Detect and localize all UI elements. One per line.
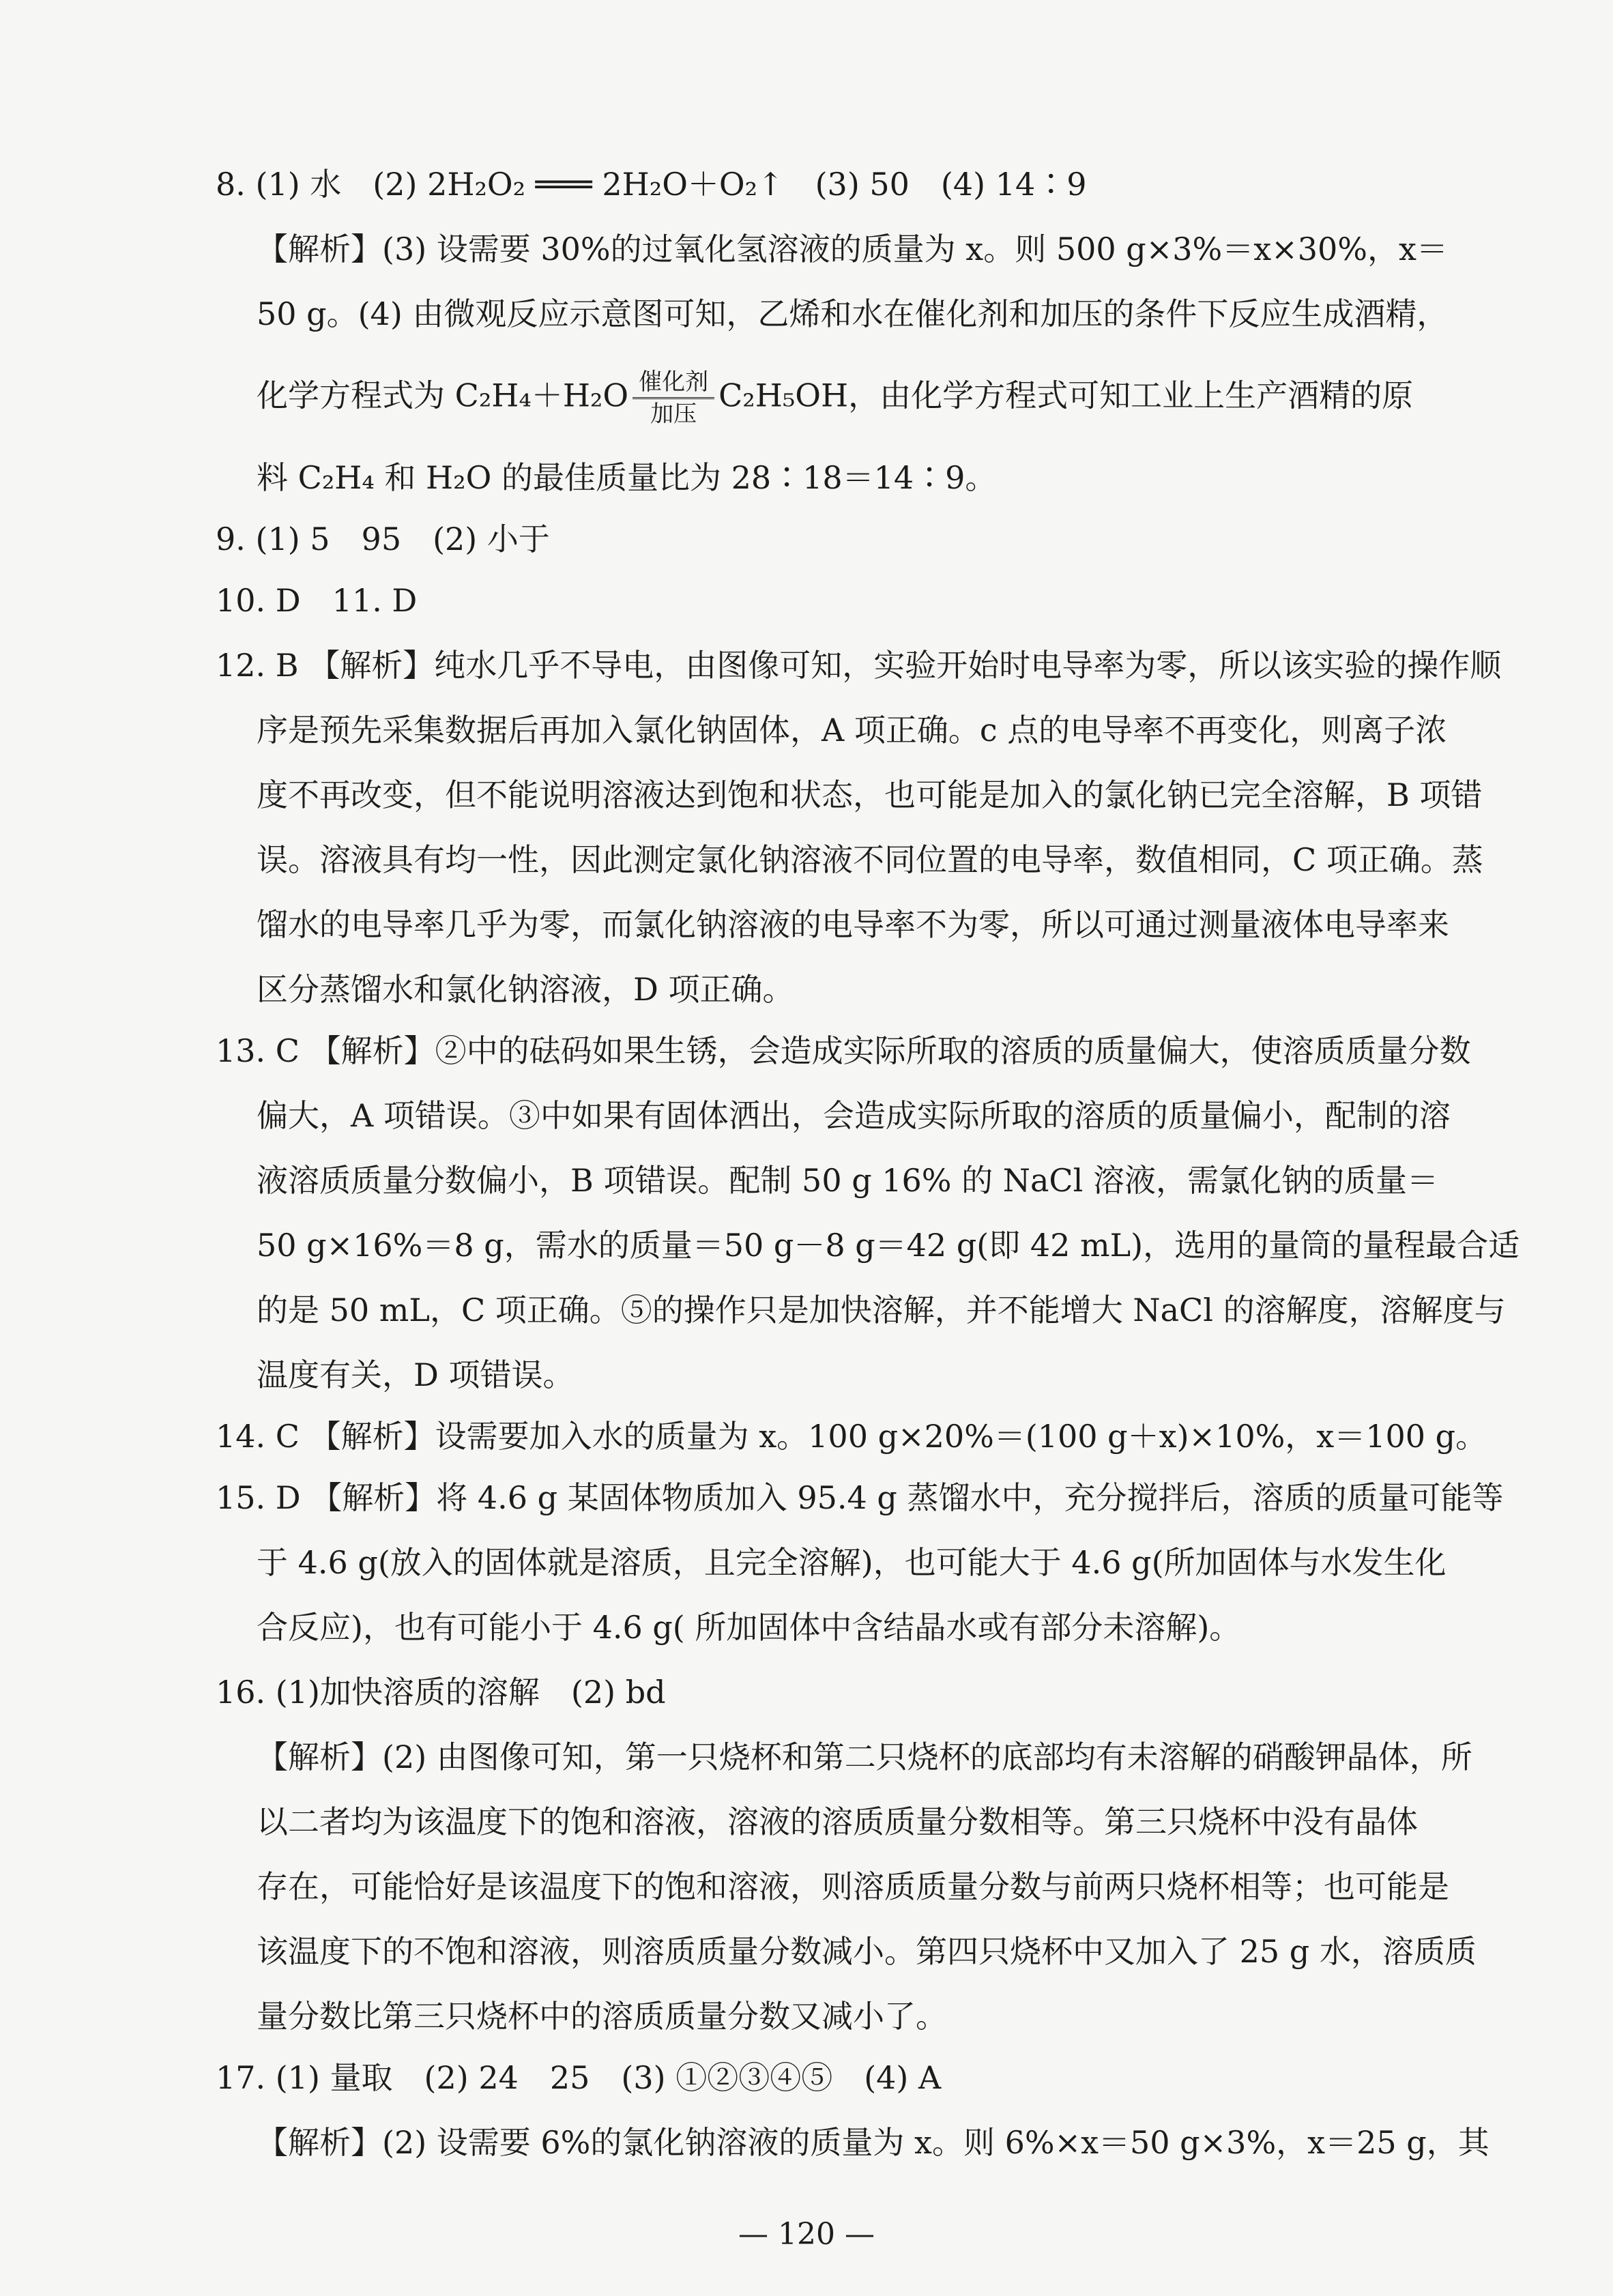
answer-8: 8. (1) 水 (2) 2H₂O₂ ═══ 2H₂O＋O₂↑ (3) 50 (4) 14∶9 bbox=[216, 166, 1087, 203]
reaction-condition bbox=[633, 368, 714, 428]
answer-12-line-5: 馏水的电导率几乎为零，而氯化钠溶液的电导率不为零，所以可通过测量液体电导率来 bbox=[257, 906, 1449, 943]
catalyst-label: 催化剂 bbox=[639, 368, 709, 396]
analysis-16-line-4: 该温度下的不饱和溶液，则溶质质量分数减小。第四只烧杯中又加入了 25 g 水，溶质质 bbox=[257, 1933, 1477, 1970]
answer-13-line-3: 液溶质质量分数偏小，B 项错误。配制 50 g 16% 的 NaCl 溶液，需氯化钠的质量＝ bbox=[257, 1162, 1438, 1199]
analysis-16-line-1: 【解析】(2) 由图像可知，第一只烧杯和第二只烧杯的底部均有未溶解的硝酸钾晶体，所 bbox=[257, 1739, 1472, 1775]
answer-16: 16. (1)加快溶质的溶解 (2) bd bbox=[216, 1674, 666, 1711]
equation-right: C₂H₅OH，由化学方程式可知工业上生产酒精的原 bbox=[718, 377, 1414, 414]
answer-13-line-5: 的是 50 mL，C 项正确。⑤的操作只是加快溶解，并不能增大 NaCl 的溶解度，溶解度与 bbox=[257, 1292, 1506, 1328]
answer-13-line-6: 温度有关，D 项错误。 bbox=[257, 1356, 575, 1393]
equation-left: 化学方程式为 C₂H₄＋H₂O bbox=[257, 377, 629, 414]
answer-14: 14. C 【解析】设需要加入水的质量为 x。100 g×20%＝(100 g＋x)×10%，x＝100 g。 bbox=[216, 1418, 1487, 1455]
analysis-16-line-5: 量分数比第三只烧杯中的溶质质量分数又减小了。 bbox=[257, 1998, 947, 2035]
analysis-8-line-3 bbox=[257, 368, 1413, 428]
analysis-8-line-2: 50 g。(4) 由微观反应示意图可知，乙烯和水在催化剂和加压的条件下反应生成酒精， bbox=[257, 295, 1449, 332]
analysis-16-line-2: 以二者均为该温度下的饱和溶液，溶液的溶质质量分数相等。第三只烧杯中没有晶体 bbox=[257, 1803, 1418, 1840]
page-number: — 120 — bbox=[738, 2217, 875, 2252]
answer-17: 17. (1) 量取 (2) 24 25 (3) ①②③④⑤ (4) A bbox=[216, 2059, 942, 2096]
analysis-17-line-1: 【解析】(2) 设需要 6%的氯化钠溶液的质量为 x。则 6%×x＝50 g×3%，x＝25 g，其 bbox=[257, 2124, 1490, 2161]
answer-12-line-6: 区分蒸馏水和氯化钠溶液，D 项正确。 bbox=[257, 971, 794, 1008]
pressure-label: 加压 bbox=[650, 401, 697, 428]
answer-9: 9. (1) 5 95 (2) 小于 bbox=[216, 521, 550, 557]
answer-13-line-4: 50 g×16%＝8 g，需水的质量＝50 g－8 g＝42 g(即 42 mL)，选用的量筒的量程最合适 bbox=[257, 1227, 1520, 1264]
answer-13-line-2: 偏大，A 项错误。③中如果有固体洒出，会造成实际所取的溶质的质量偏小，配制的溶 bbox=[257, 1097, 1451, 1134]
reaction-equals-sign bbox=[633, 397, 714, 399]
answer-12-line-4: 误。溶液具有均一性，因此测定氯化钠溶液不同位置的电导率，数值相同，C 项正确。蒸 bbox=[257, 841, 1483, 878]
analysis-8-line-1: 【解析】(3) 设需要 30%的过氧化氢溶液的质量为 x。则 500 g×3%＝x×30%，x＝ bbox=[257, 231, 1448, 267]
answer-13-line-1: 13. C 【解析】②中的砝码如果生锈，会造成实际所取的溶质的质量偏大，使溶质质量分数 bbox=[216, 1032, 1471, 1069]
answer-12-line-1: 12. B 【解析】纯水几乎不导电，由图像可知，实验开始时电导率为零，所以该实验的操作顺 bbox=[216, 647, 1502, 684]
answer-15-line-2: 于 4.6 g(放入的固体就是溶质，且完全溶解)，也可能大于 4.6 g(所加固体与水发生化 bbox=[257, 1544, 1447, 1581]
answer-10-11: 10. D 11. D bbox=[216, 582, 418, 619]
answer-12-line-3: 度不再改变，但不能说明溶液达到饱和状态，也可能是加入的氯化钠已完全溶解，B 项错 bbox=[257, 776, 1483, 813]
answer-15-line-1: 15. D 【解析】将 4.6 g 某固体物质加入 95.4 g 蒸馏水中，充分搅拌后，溶质的质量可能等 bbox=[216, 1479, 1504, 1516]
analysis-16-line-3: 存在，可能恰好是该温度下的饱和溶液，则溶质质量分数与前两只烧杯相等；也可能是 bbox=[257, 1868, 1449, 1905]
answer-15-line-3: 合反应)，也有可能小于 4.6 g( 所加固体中含结晶水或有部分未溶解)。 bbox=[257, 1609, 1241, 1646]
analysis-8-line-4: 料 C₂H₄ 和 H₂O 的最佳质量比为 28∶18＝14∶9。 bbox=[257, 459, 997, 496]
answer-12-line-2: 序是预先采集数据后再加入氯化钠固体，A 项正确。c 点的电导率不再变化，则离子浓 bbox=[257, 712, 1447, 749]
